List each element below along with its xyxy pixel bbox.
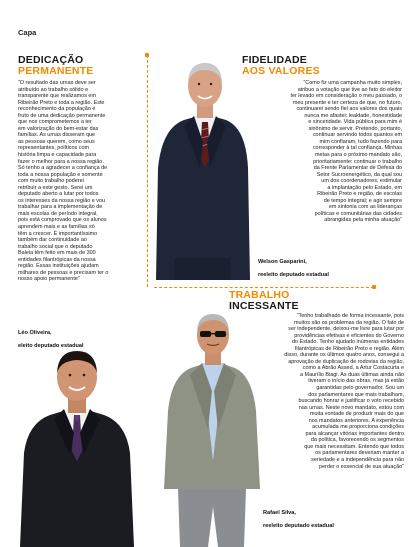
article-1-title-orange: PERMANENTE bbox=[18, 65, 94, 77]
portrait-leo-oliveira bbox=[14, 343, 140, 547]
article-1-title bbox=[18, 55, 94, 77]
article-3-title bbox=[229, 290, 299, 312]
horizontal-divider bbox=[154, 287, 374, 288]
section-label: Capa bbox=[18, 28, 37, 37]
article-2-title bbox=[242, 55, 320, 77]
portrait-rafael-silva-illustration bbox=[160, 311, 264, 547]
article-3-signature bbox=[263, 503, 334, 537]
article-1-signature-name: Léo Oliveira, bbox=[18, 329, 52, 336]
article-3-signature-name: Rafael Silva, bbox=[263, 509, 296, 516]
article-1-title-dark: DEDICAÇÃO bbox=[18, 54, 84, 66]
article-2-title-dark: FIDELIDADE bbox=[242, 54, 307, 66]
article-1-signature-role: eleito deputado estadual bbox=[18, 343, 84, 350]
divider-dot bbox=[372, 285, 376, 289]
article-3-signature-role: reeleito deputado estadual bbox=[263, 523, 334, 530]
portrait-leo-oliveira-illustration bbox=[14, 343, 140, 547]
portrait-rafael-silva bbox=[160, 311, 264, 547]
article-2-title-orange: AOS VALORES bbox=[242, 65, 320, 77]
article-2-signature-name: Welson Gasparini, bbox=[258, 258, 307, 265]
portrait-welson-gasparini bbox=[152, 58, 252, 280]
portrait-welson-gasparini-illustration bbox=[152, 58, 252, 280]
article-2-text: “Como fiz uma campanha muito simples, atribuo a votação que tive ao fato do eleitor ter levado em consideração o meu passado, o meu presente e ter certeza de que, no futuro, continuarei sendo fiel aos valores dos quais nunca me afastei: lealdade, honestidade e sinceridade. Vida pública para mim é sinônimo de servir. Pretendo, portanto, continuar servindo todos quantos em mim confiaram, tudo fazendo para corresponder à tal confiança. Minhas metas para o próximo mandato são, prioritariamente: continuar o trabalho da Frente Parlamentar de Defesa do Setor Sucroenergético, da qual sou um dos coordenadores; estimular a implantação pelo Estado, em Ribeirão Preto e região, de escolas de tempo integral; e agir sempre em sintonia com as lideranças políticas e comunitárias das cidades abrangidas pela minha atuação” bbox=[290, 80, 402, 224]
article-3-title-dark: INCESSANTE bbox=[229, 300, 299, 312]
article-3-title-orange: TRABALHO bbox=[229, 289, 290, 301]
article-2-signature-role: reeleito deputado estadual bbox=[258, 272, 329, 279]
article-2-signature bbox=[258, 252, 329, 286]
article-1-text: “O resultado das urnas deve ser atribuído ao trabalho sólido e transparente que realizamos em Ribeirão Preto e toda a região. Este reconhecimento da população é fruto de uma dedicação permanente que nos comprometemos a ter em valorização do bem-estar das famílias. As urnas disseram que as pessoas querem, como seus representantes, políticos com história limpa e capacidade para fazer o melhor para a nossa região. Só tenho a agradecer a confiança de toda a nossa população e somente com muito trabalho poderei retribuir a este gesto. Serei um deputado aberto a lutar por todos os interesses da nossa região e vou trabalhar para a implementação de mais escolas de período integral, pois está comprovado que os alunos aprendem mais e as famílias só têm a crescer. É importantíssimo também dar continuidade ao trabalho social que o deputado Baleia têm feito em mais de 300 entidades filantrópicas da nossa região. Essas instituições ajudam milhares de pessoas e precisam ter o nosso apoio permanente” bbox=[18, 80, 109, 283]
article-3-text: “Tenho trabalhado de forma incessante, pois muitos são os problemas da região. O fato de ser independente, deixou-me livre para lutar por providências efetivas e eficientes do Governo do Estado. Tenho ajudado inúmeras entidades filantrópicas de Ribeirão Preto e região. Além disso, durante os últimos quatro anos, consegui a aprovação de duplicação de rodovias da região, como a Abrão Assed, a Artur Costacurta e a Maurílio Biagi. As duas últimas ainda não tiveram o início das obras, mas já estão garantidas pelo governador. Sou um dos parlamentares que mais trabalham, buscando honrar e justificar o voto recebido nas urnas. Neste novo mandato, estou com muita vontade de produzir mais do que nos mandatos anteriores. A experiência acumulada me proporciona condições para alcançar vitórias importantes dentro da política, favorecendo os segmentos que mais necessitam. Entendo que todos os parlamentares deveriam manter a seriedade e a independência para não perder o essencial de sua atuação” bbox=[284, 313, 404, 470]
divider-dot bbox=[145, 53, 149, 57]
